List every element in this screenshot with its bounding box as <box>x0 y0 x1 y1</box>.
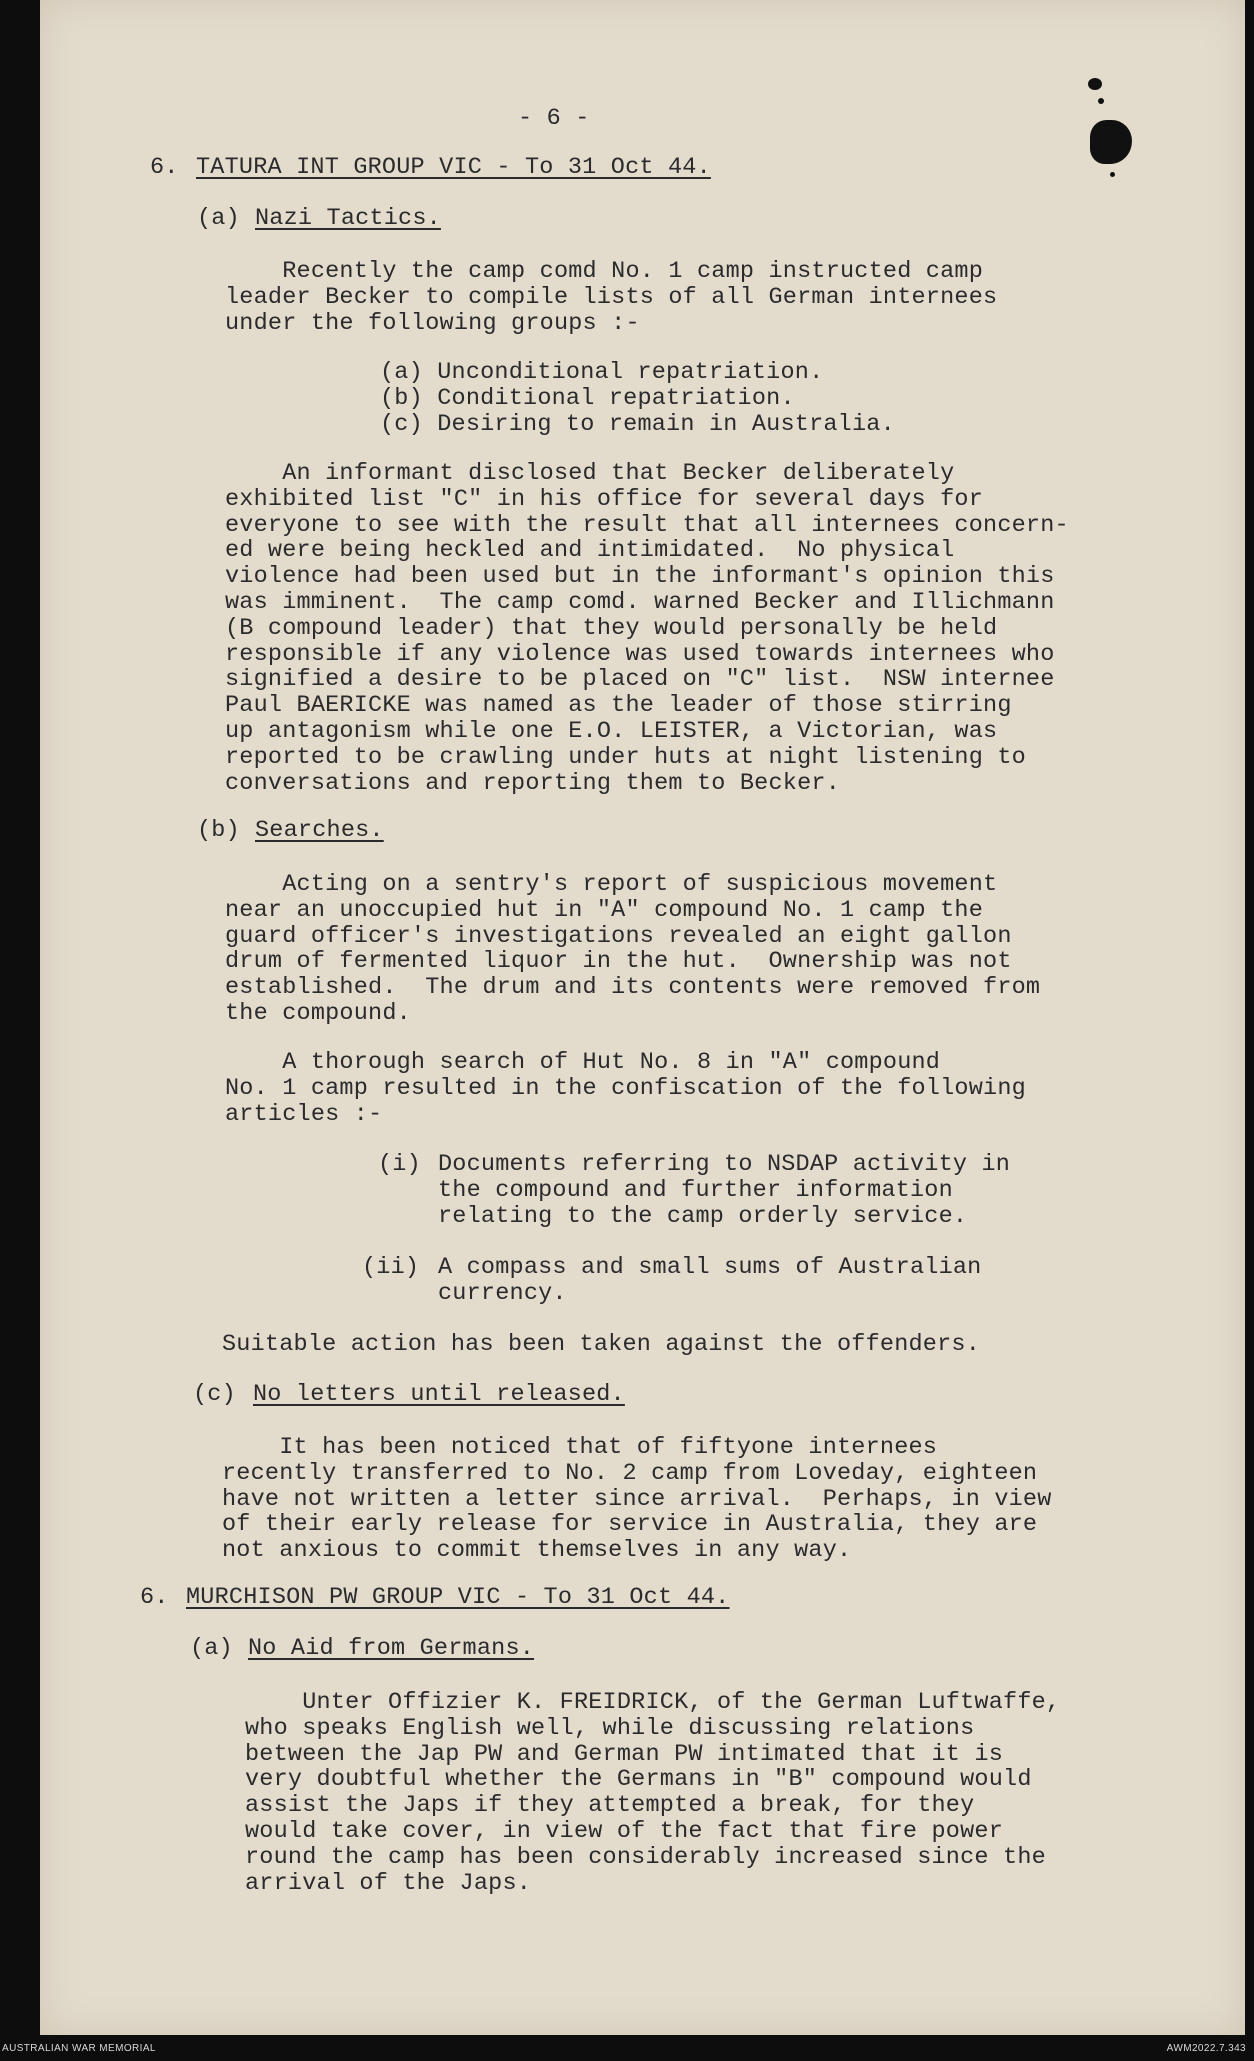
footer-catalogue-id: AWM2022.7.343 <box>1166 2043 1246 2054</box>
text-line: reported to be crawling under huts at night listening to <box>225 743 1026 771</box>
text-line: the compound. <box>225 999 411 1027</box>
text-line: An informant disclosed that Becker deliberately <box>225 460 955 487</box>
item-documents <box>438 1152 1010 1229</box>
text-line: who speaks English well, while discussing relations <box>245 1714 975 1742</box>
text-line: not anxious to commit themselves in any way. <box>222 1537 852 1565</box>
text-line: arrival of the Japs. <box>245 1869 532 1897</box>
item-compass <box>438 1255 982 1307</box>
groups-list <box>380 360 895 437</box>
footer-institution: AUSTRALIAN WAR MEMORIAL <box>2 2043 156 2054</box>
text-line: everyone to see with the result that all internees concern- <box>225 511 1069 539</box>
subsection-label: (a) <box>197 205 240 232</box>
text-line: under the following groups :- <box>225 309 640 337</box>
subsection-label: (a) <box>190 1635 233 1662</box>
text-line: (B compound leader) that they would personally be held <box>225 614 998 642</box>
section-number: 6. <box>150 154 179 181</box>
text-line: Unter Offizier K. FREIDRICK, of the German Luftwaffe, <box>245 1689 1061 1716</box>
text-line: Documents referring to NSDAP activity in <box>438 1151 1011 1178</box>
text-line: It has been noticed that of fiftyone internees <box>222 1434 938 1461</box>
text-line: No. 1 camp resulted in the confiscation of the following <box>225 1074 1026 1102</box>
ink-blot <box>1098 98 1104 104</box>
text-line: established. The drum and its contents were removed from <box>225 974 1041 1002</box>
text-line: drum of fermented liquor in the hut. Ownership was not <box>225 948 1012 976</box>
text-line: the compound and further information <box>438 1176 953 1204</box>
text-line: exhibited list "C" in his office for several days for <box>225 485 984 513</box>
text-line: was imminent. The camp comd. warned Becker and Illichmann <box>225 588 1055 616</box>
text-line: conversations and reporting them to Becker. <box>225 769 840 797</box>
section-number: 6. <box>140 1584 169 1611</box>
text-line: recently transferred to No. 2 camp from Loveday, eighteen <box>222 1459 1038 1487</box>
subsection-heading-nazi-tactics: Nazi Tactics. <box>255 205 441 232</box>
section-heading-murchison: MURCHISON PW GROUP VIC - To 31 Oct 44. <box>186 1584 730 1611</box>
text-line: up antagonism while one E.O. LEISTER, a Victorian, was <box>225 717 998 745</box>
searches-conclusion: Suitable action has been taken against the offenders. <box>222 1331 981 1358</box>
text-line: very doubtful whether the Germans in "B" compound would <box>245 1766 1032 1794</box>
informant-paragraph <box>225 461 1069 796</box>
subsection-label: (b) <box>197 817 240 844</box>
text-line: assist the Japs if they attempted a break, for they <box>245 1792 975 1820</box>
page-number: - 6 - <box>518 105 590 132</box>
subsection-heading-no-aid: No Aid from Germans. <box>248 1635 535 1662</box>
searches-paragraph-2 <box>225 1050 1026 1127</box>
text-line: ed were being heckled and intimidated. No physical <box>225 537 955 565</box>
text-line: violence had been used but in the informant's opinion this <box>225 563 1055 591</box>
text-line: leader Becker to compile lists of all German internees <box>225 283 998 311</box>
text-line: near an unoccupied hut in "A" compound No. 1 camp the <box>225 896 984 924</box>
text-line: A thorough search of Hut No. 8 in "A" compound <box>225 1049 941 1076</box>
no-letters-paragraph <box>222 1435 1052 1564</box>
text-line: round the camp has been considerably increased since the <box>245 1843 1046 1871</box>
text-line: have not written a letter since arrival. Perhaps, in view <box>222 1485 1052 1513</box>
text-line: between the Jap PW and German PW intimated that it is <box>245 1740 1004 1768</box>
list-item: (a) Unconditional repatriation. <box>380 359 824 386</box>
subsection-heading-no-letters: No letters until released. <box>253 1381 625 1408</box>
list-item: (b) Conditional repatriation. <box>380 384 795 412</box>
ink-blot <box>1110 172 1115 177</box>
no-aid-paragraph <box>245 1690 1060 1896</box>
text-line: signified a desire to be placed on "C" list. NSW internee <box>225 666 1055 694</box>
text-line: Paul BAERICKE was named as the leader of those stirring <box>225 692 1012 720</box>
nazi-tactics-intro <box>225 259 997 336</box>
section-heading-tatura: TATURA INT GROUP VIC - To 31 Oct 44. <box>196 154 711 181</box>
text-line: guard officer's investigations revealed an eight gallon <box>225 922 1012 950</box>
subsection-heading-searches: Searches. <box>255 817 384 844</box>
list-item: (c) Desiring to remain in Australia. <box>380 410 895 438</box>
text-line: currency. <box>438 1279 567 1307</box>
text-line: A compass and small sums of Australian <box>438 1254 982 1281</box>
text-line: Recently the camp comd No. 1 camp instructed camp <box>225 258 984 285</box>
text-line: of their early release for service in Australia, they are <box>222 1511 1038 1539</box>
text-line: articles :- <box>225 1100 383 1128</box>
ink-blot <box>1088 78 1102 90</box>
item-label: (ii) <box>362 1254 420 1281</box>
text-line: relating to the camp orderly service. <box>438 1202 968 1230</box>
item-label: (i) <box>378 1151 421 1178</box>
text-line: Acting on a sentry's report of suspicious movement <box>225 871 998 898</box>
text-line: responsible if any violence was used towards internees who <box>225 640 1055 668</box>
text-line: would take cover, in view of the fact that fire power <box>245 1817 1004 1845</box>
subsection-label: (c) <box>193 1381 236 1408</box>
searches-paragraph-1 <box>225 872 1040 1027</box>
